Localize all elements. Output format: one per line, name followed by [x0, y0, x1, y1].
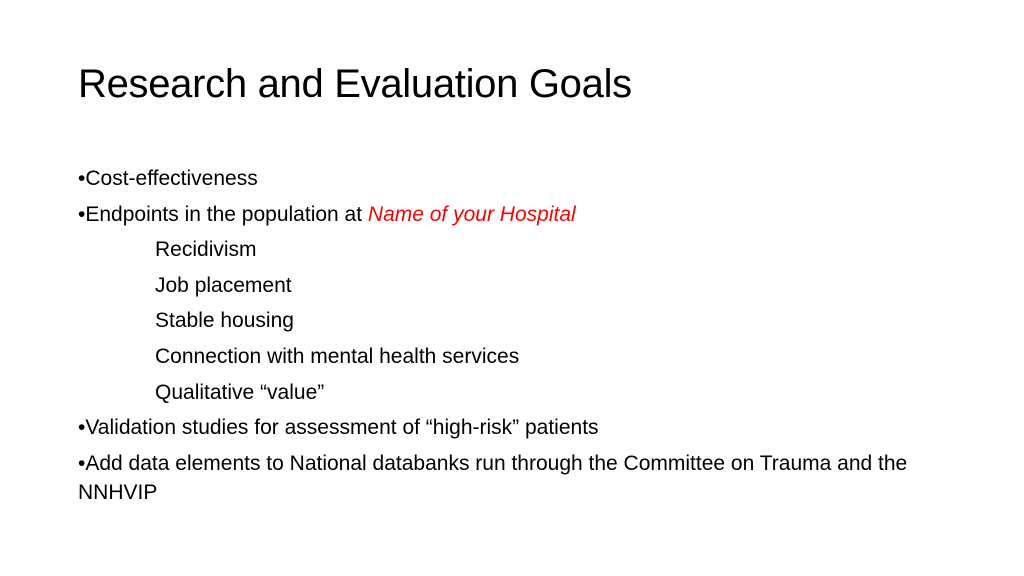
- bullet-item: [78, 446, 958, 507]
- sub-item: Connection with mental health services: [155, 344, 520, 368]
- sub-item: Job placement: [155, 273, 292, 297]
- bullet-item: [78, 410, 958, 446]
- sub-item: Stable housing: [155, 309, 294, 333]
- sub-item: Recidivism: [155, 238, 257, 262]
- bullet-text: Endpoints in the population at: [85, 202, 368, 226]
- sub-item: Qualitative “value”: [155, 380, 325, 404]
- bullet-text: Cost-effectiveness: [85, 167, 258, 190]
- bullet-item: [78, 161, 958, 197]
- bullet-marker: •: [78, 202, 86, 226]
- slide-body: [78, 161, 958, 507]
- bullet-text: Add data elements to National databanks run through the Committee on Trauma and the NNHVIP: [78, 451, 908, 504]
- slide-title: Research and Evaluation Goals: [78, 62, 632, 106]
- bullet-text: Validation studies for assessment of “high-risk” patients: [85, 416, 599, 440]
- bullet-marker: •: [78, 451, 86, 475]
- hospital-name-placeholder: Name of your Hospital: [367, 202, 576, 226]
- bullet-marker: •: [78, 167, 86, 190]
- bullet-item: [78, 197, 958, 233]
- bullet-marker: •: [78, 416, 86, 440]
